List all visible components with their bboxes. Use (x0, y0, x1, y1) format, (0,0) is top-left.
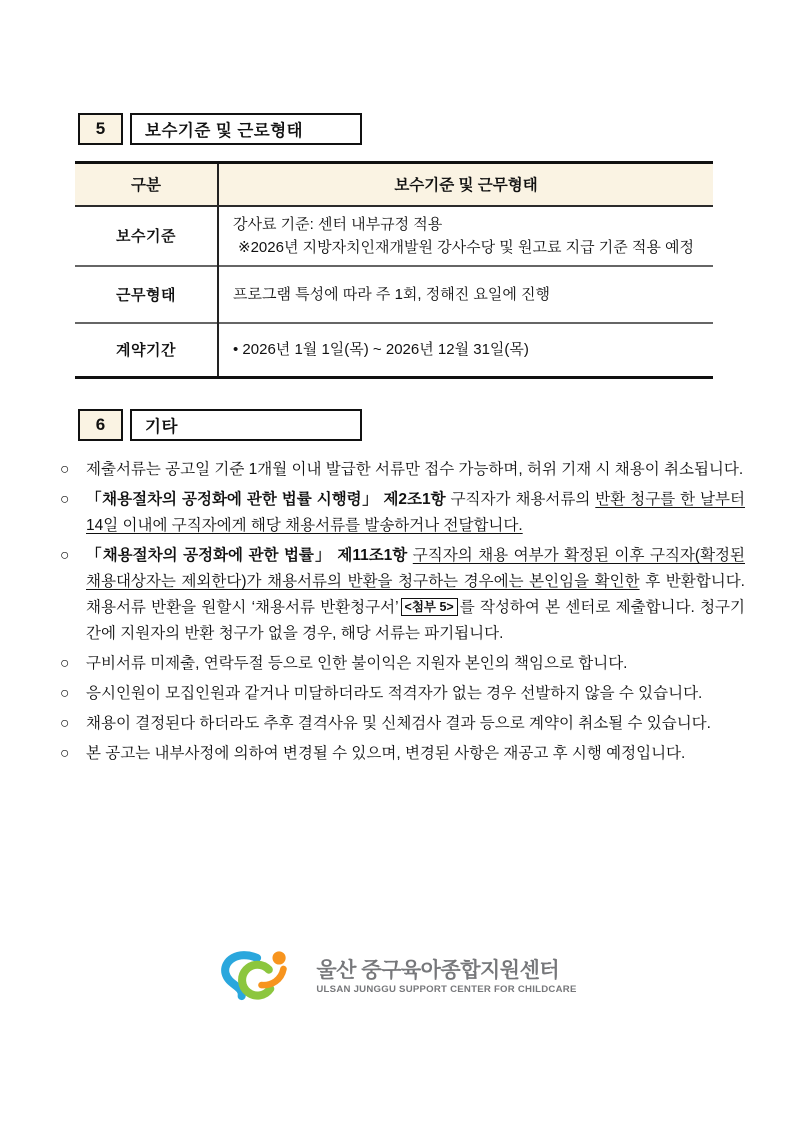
pay-standard-line-2: ※2026년 지방자치인재개발원 강사수당 및 원고료 지급 기준 적용 예정 (238, 238, 695, 256)
note-item (60, 487, 745, 539)
note-text: 채용이 결정된다 하더라도 추후 결격사유 및 신체검사 결과 등으로 계약이 취소될 수 있습니다. (86, 715, 711, 732)
circle-bullet-icon: ○ (60, 745, 70, 762)
row-value-pay-standard (218, 206, 713, 266)
note-text: 응시인원이 모집인원과 같거나 미달하더라도 적격자가 없는 경우 선발하지 않을 수 있습니다. (86, 685, 703, 702)
work-type-line: 프로그램 특성에 따라 주 1회, 정해진 요일에 진행 (233, 285, 550, 303)
row-value-contract-period (218, 323, 713, 378)
pay-standard-line-1: 강사료 기준: 센터 내부규정 적용 (233, 215, 443, 233)
circle-bullet-icon: ○ (60, 491, 70, 508)
pay-table-header-category: 구분 (75, 163, 218, 206)
note-item (60, 741, 745, 767)
footer-logo (0, 948, 793, 1006)
section-5-header (78, 0, 793, 145)
pay-table-header-detail: 보수기준 및 근무형태 (218, 163, 713, 206)
footer-logo-text (316, 959, 576, 996)
note-text: 제출서류는 공고일 기준 1개월 이내 발급한 서류만 접수 가능하며, 허위 기재 시 채용이 취소됩니다. (86, 461, 744, 478)
row-value-work-type (218, 266, 713, 323)
note-item (60, 457, 745, 483)
note-item (60, 711, 745, 737)
note-item (60, 651, 745, 677)
note-text: 「채용절차의 공정화에 관한 법률」 제11조1항 구직자의 채용 여부가 확정된 이후 구직자(확정된 채용대상자는 제외한다)가 채용서류의 반환을 청구하는 경우에는 본인임을 확인한 후 반환합니다. 채용서류 반환을 원할시 ‘채용서류 반환청구서’ <첨부 5> 를 작성하여 본 센터로 제출합니다. 청구기간에 지원자의 반환 청구가 없을 경우, 해당 서류는 파기됩니다. (86, 547, 745, 642)
note-text: 「채용절차의 공정화에 관한 법률 시행령」 제2조1항 구직자가 채용서류의 반환 청구를 한 날부터 14일 이내에 구직자에게 해당 채용서류를 발송하거나 전달합니다. (86, 491, 745, 534)
note-item (60, 543, 745, 647)
circle-bullet-icon: ○ (60, 547, 70, 564)
section-6-title: 기타 (130, 409, 362, 441)
circle-bullet-icon: ○ (60, 655, 70, 672)
note-text: 구비서류 미제출, 연락두절 등으로 인한 불이익은 지원자 본인의 책임으로 합니다. (86, 655, 628, 672)
contract-period-line: • 2026년 1월 1일(목) ~ 2026년 12월 31일(목) (233, 341, 529, 359)
center-name-english: ULSAN JUNGGU SUPPORT CENTER FOR CHILDCARE (316, 983, 577, 995)
section-6-header (78, 409, 793, 441)
notes-list (60, 457, 745, 767)
pay-table-header-row (75, 163, 713, 206)
section-5-title: 보수기준 및 근로형태 (130, 113, 362, 145)
table-row-contract-period (75, 323, 713, 378)
note-item (60, 681, 745, 707)
table-row-pay-standard (75, 206, 713, 266)
pay-table (75, 161, 713, 379)
section-6-number: 6 (78, 409, 123, 441)
childcare-center-logo-icon (216, 948, 304, 1006)
row-label-work-type: 근무형태 (75, 266, 218, 323)
table-row-work-type (75, 266, 713, 323)
row-label-pay-standard: 보수기준 (75, 206, 218, 266)
center-name: 울산 중구육아종합지원센터 (316, 958, 560, 982)
circle-bullet-icon: ○ (60, 715, 70, 732)
row-label-contract-period: 계약기간 (75, 323, 218, 378)
circle-bullet-icon: ○ (60, 685, 70, 702)
note-text: 본 공고는 내부사정에 의하여 변경될 수 있으며, 변경된 사항은 재공고 후 시행 예정입니다. (86, 745, 686, 762)
circle-bullet-icon: ○ (60, 461, 70, 478)
section-5-number: 5 (78, 113, 123, 145)
